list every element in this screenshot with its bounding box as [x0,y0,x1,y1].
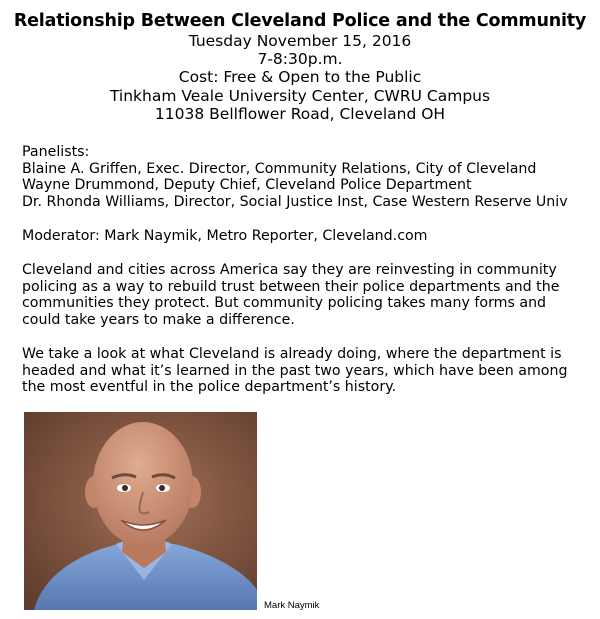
panelist-item: Blaine A. Griffen, Exec. Director, Community Relations, City of Cleveland [22,160,537,177]
moderator-photo [24,412,257,610]
portrait-illustration [24,412,257,610]
event-cost: Cost: Free & Open to the Public [178,68,422,87]
description-paragraph-2: We take a look at what Cleveland is already doing, where the department is headed and what it’s learned in the past two years, which have been among the most eventful in the police department’s history. [22,346,568,396]
event-header [0,10,600,123]
event-date: Tuesday November 15, 2016 [188,32,412,50]
panelists-section [22,144,587,210]
event-venue: Tinkham Veale University Center, CWRU Campus [109,86,491,105]
event-time: 7-8:30p.m. [257,50,343,69]
moderator-line: Moderator: Mark Naymik, Metro Reporter, Cleveland.com [22,228,428,244]
photo-caption: Mark Naymik [264,600,320,611]
panelists-heading: Panelists: [22,144,90,160]
description-paragraph-1: Cleveland and cities across America say they are reinvesting in community policing as a way to rebuild trust between their police departments and the communities they protect. But community policing takes many forms and could take years to make a difference. [22,262,560,328]
panelist-item: Wayne Drummond, Deputy Chief, Cleveland Police Department [22,177,472,194]
event-address: 11038 Bellflower Road, Cleveland OH [154,104,446,123]
event-title: Relationship Between Cleveland Police and the Community [13,11,587,31]
moderator-section [22,228,587,245]
panelist-item: Dr. Rhonda Williams, Director, Social Justice Inst, Case Western Reserve Univ [22,193,568,210]
